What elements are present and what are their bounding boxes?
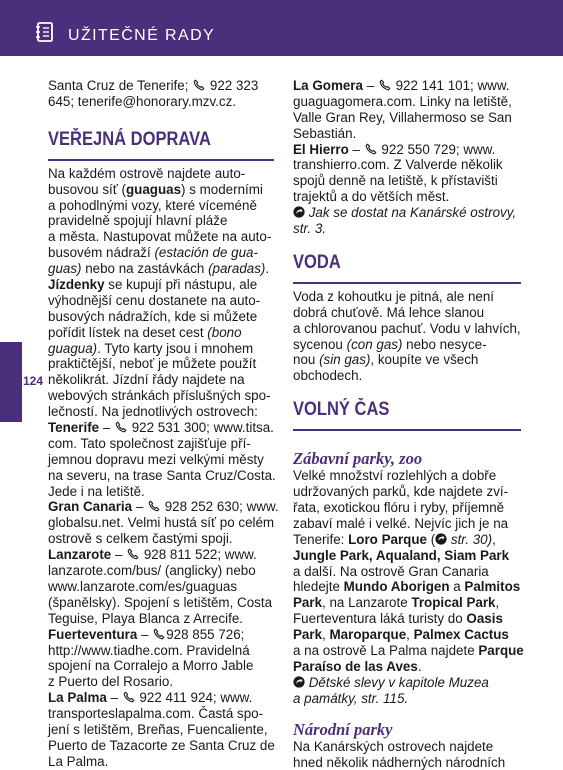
cross-reference: Dětské slevy v kapitole Muzea	[293, 675, 521, 691]
text-line: a na ostrově La Palma najdete Parque	[293, 643, 521, 659]
text-line: zabaví malé i velké. Nejvíc jich je na	[293, 516, 521, 532]
text-line: Teguise, Playa Blanca z Arrecife.	[48, 611, 274, 627]
text-line: pořídit lístek na deset cest (bono	[48, 325, 274, 341]
text-line: Fuerteventura láká turisty do Oasis	[293, 611, 521, 627]
text-line: z Puerto del Rosario.	[48, 674, 274, 690]
phone-icon	[127, 548, 139, 560]
text-line: Valle Gran Rey, Villahermoso se San	[293, 110, 521, 126]
text-line: Puerto de Tazacorte ze Santa Cruz de	[48, 738, 274, 754]
text-line: udržovaných parků, kde najdete zví-	[293, 484, 521, 500]
text-line: (španělsky). Spojení s letištěm, Costa	[48, 595, 274, 611]
text-line: Tenerife – 922 531 300; www.titsa.	[48, 420, 274, 436]
left-column	[48, 78, 274, 770]
text-line: spojení na Corralejo a Morro Jable	[48, 658, 274, 674]
text-line: spojů denně na letiště, k přístavišti	[293, 173, 521, 189]
text-line: busových nádražích, kde si můžete	[48, 309, 274, 325]
text-line: La Palma – 922 411 924; www.	[48, 690, 274, 706]
text-line: Jízdenky se kupují při nástupu, ale	[48, 277, 274, 293]
text-line: hledejte Mundo Aborigen a Palmitos	[293, 579, 521, 595]
text-line: jemnou dopravu mezi velkými městy	[48, 452, 274, 468]
text-line: praktičtější, neboť je můžete použít	[48, 356, 274, 372]
text-line: Park, na Lanzarote Tropical Park,	[293, 595, 521, 611]
text-line: www.lanzarote.com/es/guaguas	[48, 579, 274, 595]
text-line: webových stránkách příslušných spo-	[48, 388, 274, 404]
text-line: řata, exotickou flóru i ryby, příjemně	[293, 500, 521, 516]
text-line: guas) nebo na zastávkách (paradas).	[48, 261, 274, 277]
text-line: a pohodlnými vozy, které víceméně	[48, 198, 274, 214]
intro-line: 645; tenerife@honorary.mzv.cz.	[48, 94, 274, 110]
text-line: busovou síť (guaguas) s moderními	[48, 182, 274, 198]
text-line: globalsu.net. Velmi hustá síť po celém	[48, 515, 274, 531]
text-line: ostrově s celkem častými spoji.	[48, 531, 274, 547]
text-line: busovém nádraží (estación de gua-	[48, 245, 274, 261]
text-line: několikrát. Jízdní řády najdete na	[48, 372, 274, 388]
text-line: La Gomera – 922 141 101; www.	[293, 78, 521, 94]
text-line: guagua). Tyto karty jsou i mnohem	[48, 341, 274, 357]
text-line: Gran Canaria – 928 252 630; www.	[48, 499, 274, 515]
text-line: nou (sin gas), koupíte ve všech	[293, 352, 521, 368]
phone-icon	[365, 143, 377, 155]
text-line: El Hierro – 922 550 729; www.	[293, 142, 521, 158]
text-line: výhodnější cenu dostanete na auto-	[48, 293, 274, 309]
text-line: guaguagomera.com. Linky na letiště,	[293, 94, 521, 110]
text-line: Jede i na letiště.	[48, 484, 274, 500]
arrow-reference-icon	[435, 533, 447, 545]
text-line: dobrá chuťově. Má lehce slanou	[293, 305, 521, 321]
text-line: Jungle Park, Aqualand, Siam Park	[293, 548, 521, 564]
text-line: Na každém ostrově najdete auto-	[48, 166, 274, 182]
subheading-amusement-parks: Zábavní parky, zoo	[293, 450, 521, 468]
text-line: Park, Maroparque, Palmex Cactus	[293, 627, 521, 643]
text-line: na severu, na trase Santa Cruz/Costa.	[48, 468, 274, 484]
text-line: transporteslapalma.com. Častá spo-	[48, 706, 274, 722]
text-line: Velké množství rozlehlých a dobře	[293, 468, 521, 484]
text-line: lečností. Na jednotlivých ostrovech:	[48, 404, 274, 420]
section-heading-public-transport: VEŘEJNÁ DOPRAVA	[48, 130, 274, 161]
section-heading-water: VODA	[293, 253, 521, 284]
cross-reference: str. 3.	[293, 221, 521, 237]
text-line: a města. Nastupovat můžete na auto-	[48, 229, 274, 245]
right-column	[293, 78, 521, 770]
text-line: Voda z kohoutku je pitná, ale není	[293, 289, 521, 305]
cross-reference: Jak se dostat na Kanárské ostrovy,	[293, 205, 521, 221]
page-header	[0, 0, 563, 56]
text-line: a chlorovanou pachuť. Vodu v lahvích,	[293, 321, 521, 337]
text-line: com. Tato společnost zajišťuje pří-	[48, 436, 274, 452]
phone-icon	[148, 500, 160, 512]
text-line: transhierro.com. Z Valverde několik	[293, 157, 521, 173]
arrow-reference-icon	[293, 676, 305, 688]
arrow-reference-icon	[293, 206, 305, 218]
phone-icon	[153, 628, 165, 640]
phone-icon	[123, 691, 135, 703]
page-number: 124	[23, 374, 43, 388]
text-line: Na Kanárských ostrovech najdete	[293, 739, 521, 755]
text-line: a další. Na ostrově Gran Canaria	[293, 564, 521, 580]
text-line: jení s letištěm, Breñas, Fuencaliente,	[48, 722, 274, 738]
phone-icon	[379, 79, 391, 91]
text-line: http://www.tiadhe.com. Pravidelná	[48, 643, 274, 659]
page-title: UŽITEČNÉ RADY	[68, 26, 215, 46]
phone-icon	[193, 79, 205, 91]
text-line: Sebastián.	[293, 126, 521, 142]
text-line: Paraíso de las Aves.	[293, 659, 521, 675]
text-line: sycenou (con gas) nebo nesyce-	[293, 337, 521, 353]
text-line: lanzarote.com/bus/ (anglicky) nebo	[48, 563, 274, 579]
section-heading-leisure: VOLNÝ ČAS	[293, 400, 521, 431]
page-tab-marker	[0, 342, 22, 422]
phone-icon	[115, 421, 127, 433]
text-line: La Palma.	[48, 754, 274, 770]
text-line: obchodech.	[293, 368, 521, 384]
text-line: Lanzarote – 928 811 522; www.	[48, 547, 274, 563]
text-line: Fuerteventura – 928 855 726;	[48, 627, 274, 643]
text-line: trajektů a do větších měst.	[293, 189, 521, 205]
notepad-icon	[34, 20, 56, 44]
intro-line: Santa Cruz de Tenerife; 922 323	[48, 78, 274, 94]
text-line: pravidelně spojují hlavní pláže	[48, 213, 274, 229]
cross-reference: a památky, str. 115.	[293, 691, 521, 707]
text-line: hned několik nádherných národních	[293, 755, 521, 770]
subheading-national-parks: Národní parky	[293, 721, 521, 739]
text-line: Tenerife: Loro Parque ( str. 30),	[293, 532, 521, 548]
